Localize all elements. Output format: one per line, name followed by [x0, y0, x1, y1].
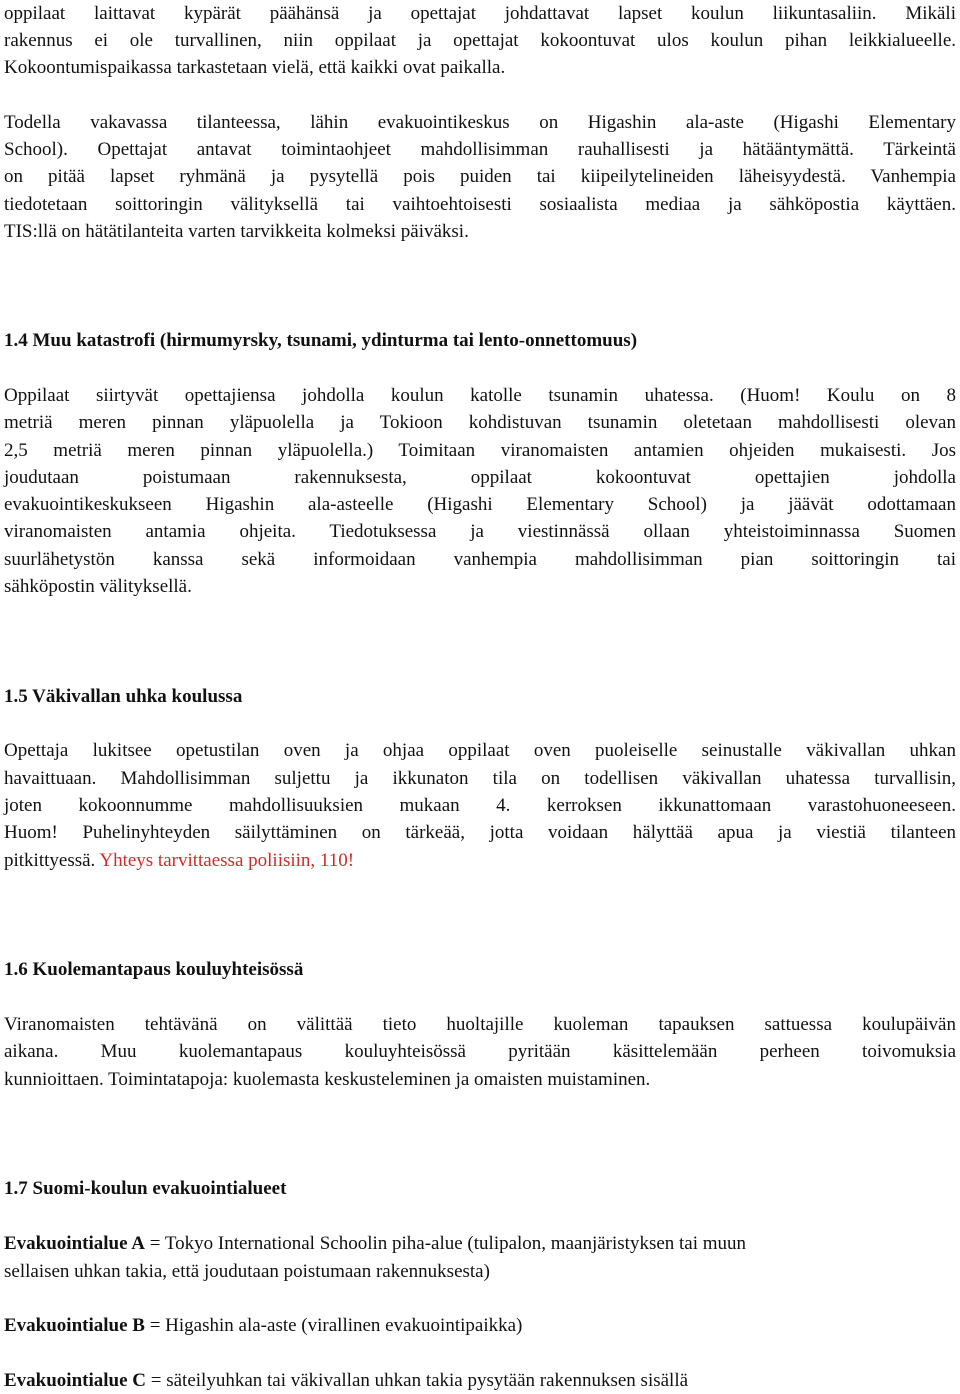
intro-line-1: oppilaat laittavat kypärät päähänsä ja opettajat johdattavat lapset koulun liikuntasaliin. Mikäli	[4, 3, 956, 24]
section-1-4-line-7: suurlähetystön kanssa sekä informoidaan vanhempia mahdollisimman pian soittoringin tai	[4, 549, 956, 570]
evacuation-area-b-text: = Higashin ala-aste (virallinen evakuointipaikka)	[144, 1315, 523, 1336]
severe-line-2: School). Opettajat antavat toimintaohjeet mahdollisimman rauhallisesti ja hätääntymättä. Tärkeintä	[4, 139, 956, 160]
section-1-5-line-4: Huom! Puhelinyhteyden säilyttäminen on tärkeää, jotta voidaan hälyttää apua ja viestiä tilanteen	[4, 822, 956, 843]
evacuation-area-a-continued: sellaisen uhkan takia, että joudutaan poistumaan rakennuksesta)	[4, 1261, 490, 1282]
section-1-5-heading: 1.5 Väkivallan uhka koulussa	[4, 686, 243, 707]
section-1-6-line-2: aikana. Muu kuolemantapaus kouluyhteisössä pyritään käsittelemään perheen toivomuksia	[4, 1041, 956, 1062]
section-1-5-line-2: havaittuaan. Mahdollisimman suljettu ja ikkunaton tila on todellisen väkivallan uhatessa turvallisin,	[4, 768, 956, 789]
section-1-5-last-text: pitkittyessä.	[4, 850, 100, 871]
section-1-4-line-6: viranomaisten antamia ohjeita. Tiedotuksessa ja viestinnässä ollaan yhteistoiminnassa Suomen	[4, 521, 956, 542]
section-1-5-line-3: joten kokoonnumme mahdollisuuksien mukaan 4. kerroksen ikkunattomaan varastohuoneeseen.	[4, 795, 956, 816]
section-1-4-line-5: evakuointikeskukseen Higashin ala-asteelle (Higashi Elementary School) ja jäävät odottamaan	[4, 494, 956, 515]
evacuation-area-c-text: = säteilyuhkan tai väkivallan uhkan takia pysytään rakennuksen sisällä	[146, 1370, 689, 1391]
evacuation-area-b-label: Evakuointialue B	[4, 1315, 145, 1336]
section-1-4-line-3: 2,5 metriä meren pinnan yläpuolella.) Toimitaan viranomaisten antamien ohjeiden mukaisesti. Jos	[4, 440, 956, 461]
severe-line-3: on pitää lapset ryhmänä ja pysytellä pois puiden tai kiipeilytelineiden läheisyydestä. Vanhempia	[4, 166, 956, 187]
section-1-6-line-1: Viranomaisten tehtävänä on välittää tieto huoltajille kuoleman tapauksen sattuessa koulupäivän	[4, 1014, 956, 1035]
section-1-4-line-1: Oppilaat siirtyvät opettajiensa johdolla koulun katolle tsunamin uhatessa. (Huom! Koulu on 8	[4, 385, 956, 406]
severe-line-1: Todella vakavassa tilanteessa, lähin evakuointikeskus on Higashin ala-aste (Higashi Elementary	[4, 112, 956, 133]
evacuation-area-a	[4, 1230, 956, 1257]
severe-line-5: TIS:llä on hätätilanteita varten tarvikkeita kolmeksi päiväksi.	[4, 221, 469, 242]
section-1-4-heading: 1.4 Muu katastrofi (hirmumyrsky, tsunami, ydinturma tai lento-onnettomuus)	[4, 330, 638, 351]
section-1-4-line-8: sähköpostin välityksellä.	[4, 576, 192, 597]
evacuation-area-a-text: = Tokyo International Schoolin piha-alue (tulipalon, maanjäristyksen tai muun	[144, 1233, 747, 1254]
section-1-5-line-1: Opettaja lukitsee opetustilan oven ja ohjaa oppilaat oven puoleiselle seinustalle väkivallan uhkan	[4, 740, 956, 761]
section-1-4-line-4: joudutaan poistumaan rakennuksesta, oppilaat kokoontuvat opettajien johdolla	[4, 467, 956, 488]
evacuation-area-c-label: Evakuointialue C	[4, 1370, 147, 1391]
section-1-6-heading: 1.6 Kuolemantapaus kouluyhteisössä	[4, 959, 304, 980]
intro-line-2: rakennus ei ole turvallinen, niin oppilaat ja opettajat kokoontuvat ulos koulun pihan leikkialueelle.	[4, 30, 956, 51]
evacuation-area-c	[4, 1367, 956, 1394]
section-1-5-line-5	[4, 847, 956, 874]
section-1-7-heading: 1.7 Suomi-koulun evakuointialueet	[4, 1178, 287, 1199]
evacuation-area-b	[4, 1312, 956, 1339]
evacuation-area-a-label: Evakuointialue A	[4, 1233, 145, 1254]
severe-line-4: tiedotetaan soittoringin välityksellä tai vaihtoehtoisesti sosiaalista mediaa ja sähköpostia käyttäen.	[4, 194, 956, 215]
police-number-warning: Yhteys tarvittaessa poliisiin, 110!	[99, 850, 355, 871]
intro-line-3: Kokoontumispaikassa tarkastetaan vielä, että kaikki ovat paikalla.	[4, 57, 506, 78]
section-1-4-line-2: metriä meren pinnan yläpuolella ja Tokioon kohdistuvan tsunamin oletetaan mahdollisesti olevan	[4, 412, 956, 433]
section-1-6-line-3: kunnioittaen. Toimintatapoja: kuolemasta keskusteleminen ja omaisten muistaminen.	[4, 1069, 651, 1090]
